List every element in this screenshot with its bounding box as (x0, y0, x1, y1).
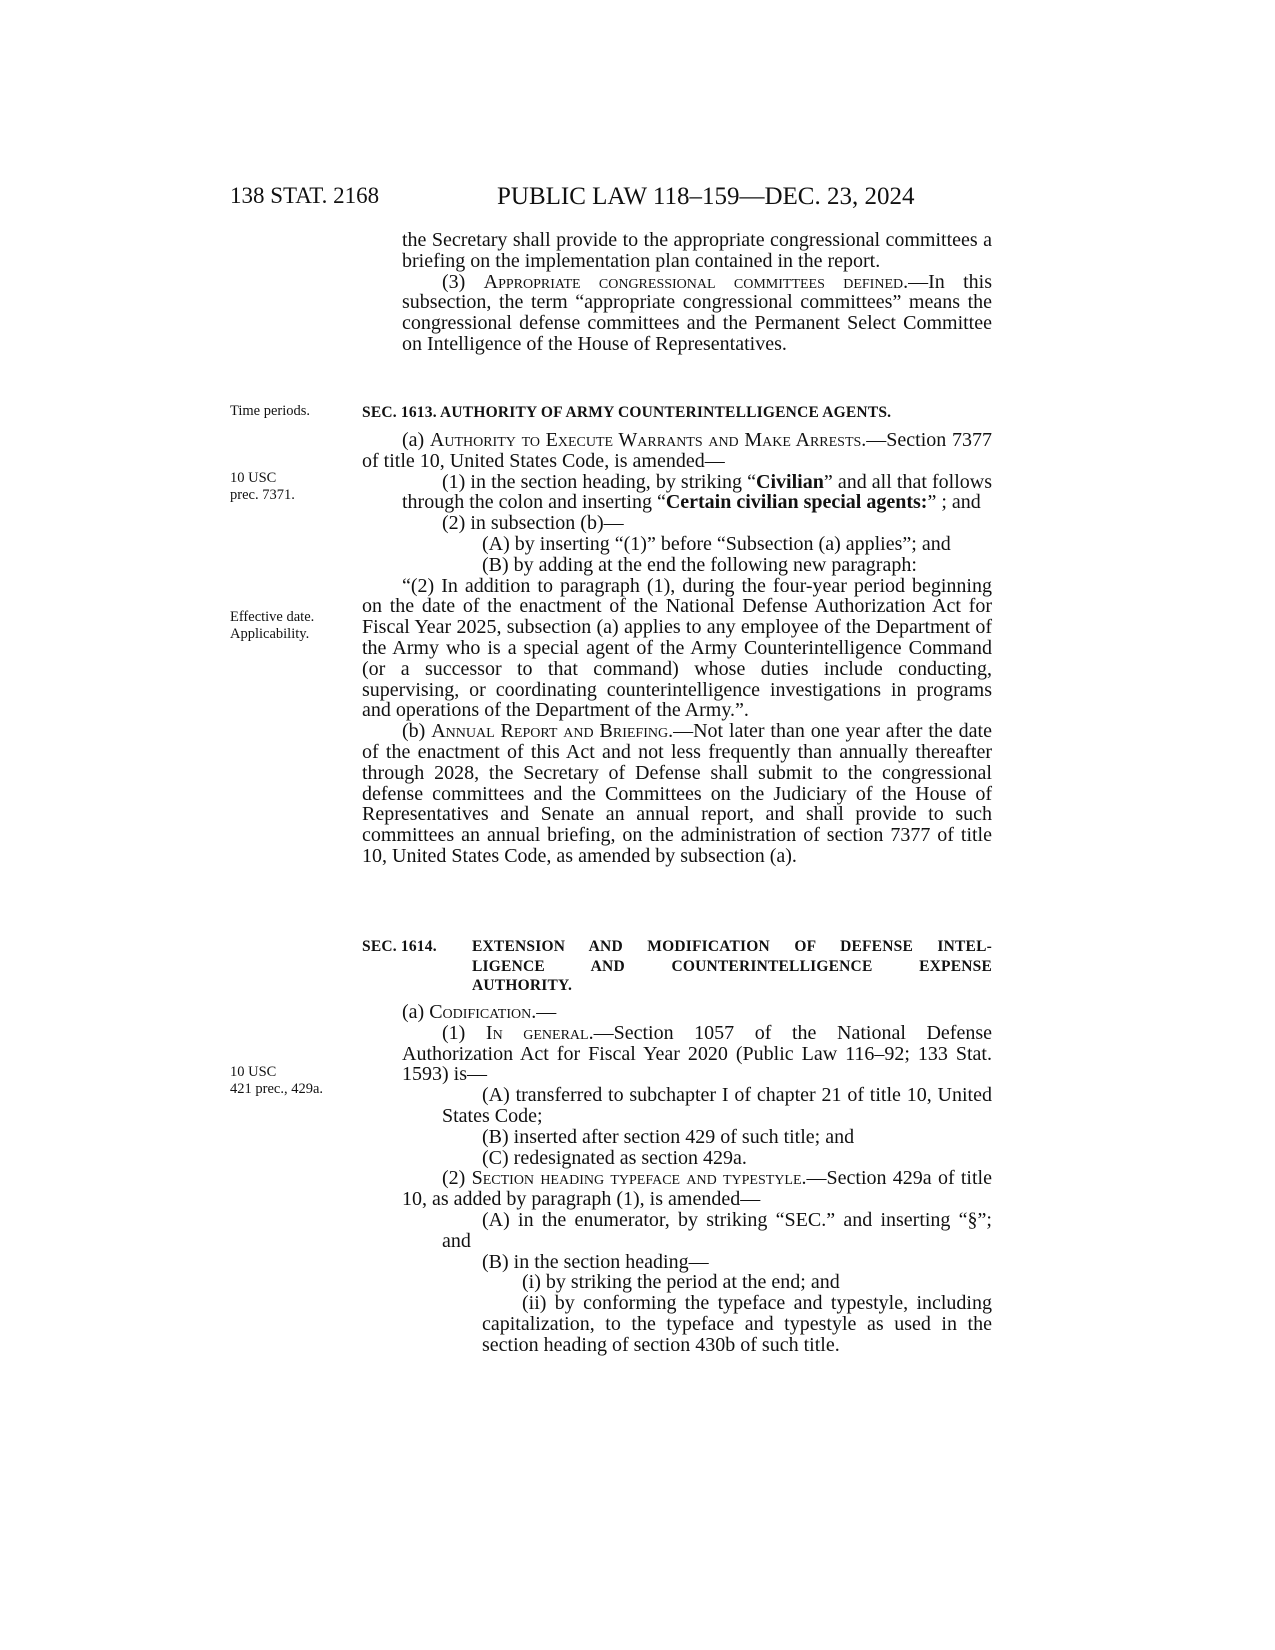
paragraph-c1A: (A) transferred to subchapter I of chapter 21 of title 10, United States Code; (442, 1084, 992, 1127)
paragraph-c1B: (B) inserted after section 429 of such title; and (482, 1125, 855, 1148)
paragraph-c2Bi: (i) by striking the period at the end; and (522, 1271, 840, 1294)
stat-page-number: 138 STAT. 2168 (230, 183, 380, 208)
paragraph-c2Bii: (ii) by conforming the typeface and typestyle, including capitalization, to the typeface and typestyle as used in the section heading of section 430b of such title. (482, 1292, 992, 1356)
subsection-codification: (a) Codification.— (402, 1001, 557, 1023)
paragraph-briefing: the Secretary shall provide to the appropriate congressional committees a briefing on the implementation plan contained in the report. (402, 229, 992, 272)
margin-note-usc-prec-7371: 10 USC prec. 7371. (230, 470, 295, 503)
paragraph-c1: (1) In general.—Section 1057 of the National Defense Authorization Act for Fiscal Year 2020 (Public Law 116–92; 133 Stat. 1593) is— (402, 1021, 992, 1086)
margin-note-time-periods: Time periods. (230, 403, 311, 419)
paragraph-c2: (2) Section heading typeface and typestyle.—Section 429a of title 10, as added by paragraph (1), is amended— (402, 1167, 992, 1211)
paragraph-c2A: (A) in the enumerator, by striking “SEC.” and inserting “§”; and (442, 1208, 992, 1252)
subsection-b: (b) Annual Report and Briefing.—Not later than one year after the date of the enactment of this Act and not less frequently than annually thereafter through 2028, the Secretary of Defense shall submit to the congressional defense committees and the Committees on the Judiciary of the House of Representatives and Senate an annual report, and shall provide to such committees an annual briefing, on the administration of section 7377 of title 10, United States Code, as amended by subsection (a). (362, 720, 992, 867)
section-1613-body (362, 430, 992, 867)
paragraph-a1: (1) in the section heading, by striking “Civilian” and all that follows through the colon and inserting “Certain civilian special agents:” ; and (402, 470, 992, 514)
subsection-a: (a) Authority to Execute Warrants and Make Arrests.—Section 7377 of title 10, United States Code, is amended— (362, 429, 992, 472)
section-1614-heading: SEC. 1614. EXTENSION AND MODIFICATION OF DEFENSE INTEL- LIGENCE AND COUNTERINTELLIGENCE EXPENSE AUTHORITY. (362, 938, 992, 994)
law-title: PUBLIC LAW 118–159—DEC. 23, 2024 (497, 183, 915, 210)
section-1613-heading: SEC. 1613. AUTHORITY OF ARMY COUNTERINTELLIGENCE AGENTS. (362, 404, 892, 421)
paragraph-c2B: (B) in the section heading— (482, 1250, 709, 1273)
paragraph-a2A: (A) by inserting “(1)” before “Subsection (a) applies”; and (482, 532, 951, 555)
paragraph-a2: (2) in subsection (b)— (442, 512, 624, 535)
paragraph-committees-defined: (3) Appropriate congressional committees defined.—In this subsection, the term “appropriate congressional committees” means the congressional defense committees and the Permanent Select Committee on Intelligence of the House of Representatives. (402, 270, 992, 355)
section-1614-body (362, 1002, 992, 1356)
paragraph-a2B: (B) by adding at the end the following new paragraph: (482, 553, 917, 576)
margin-note-usc-429a: 10 USC 421 prec., 429a. (230, 1064, 324, 1097)
margin-note-effective-date: Effective date. Applicability. (230, 609, 315, 642)
text-block-intro (402, 230, 992, 355)
paragraph-c1C: (C) redesignated as section 429a. (482, 1146, 747, 1169)
quoted-paragraph: “(2) In addition to paragraph (1), during the four-year period beginning on the date of the enactment of the National Defense Authorization Act for Fiscal Year 2025, subsection (a) applies to any employee of the Department of the Army who is a special agent of the Army Counterintelligence Command (or a successor to that command) whose duties include conducting, supervising, or coordinating counterintelligence investigations in programs and operations of the Department of the Army.”. (362, 574, 992, 722)
